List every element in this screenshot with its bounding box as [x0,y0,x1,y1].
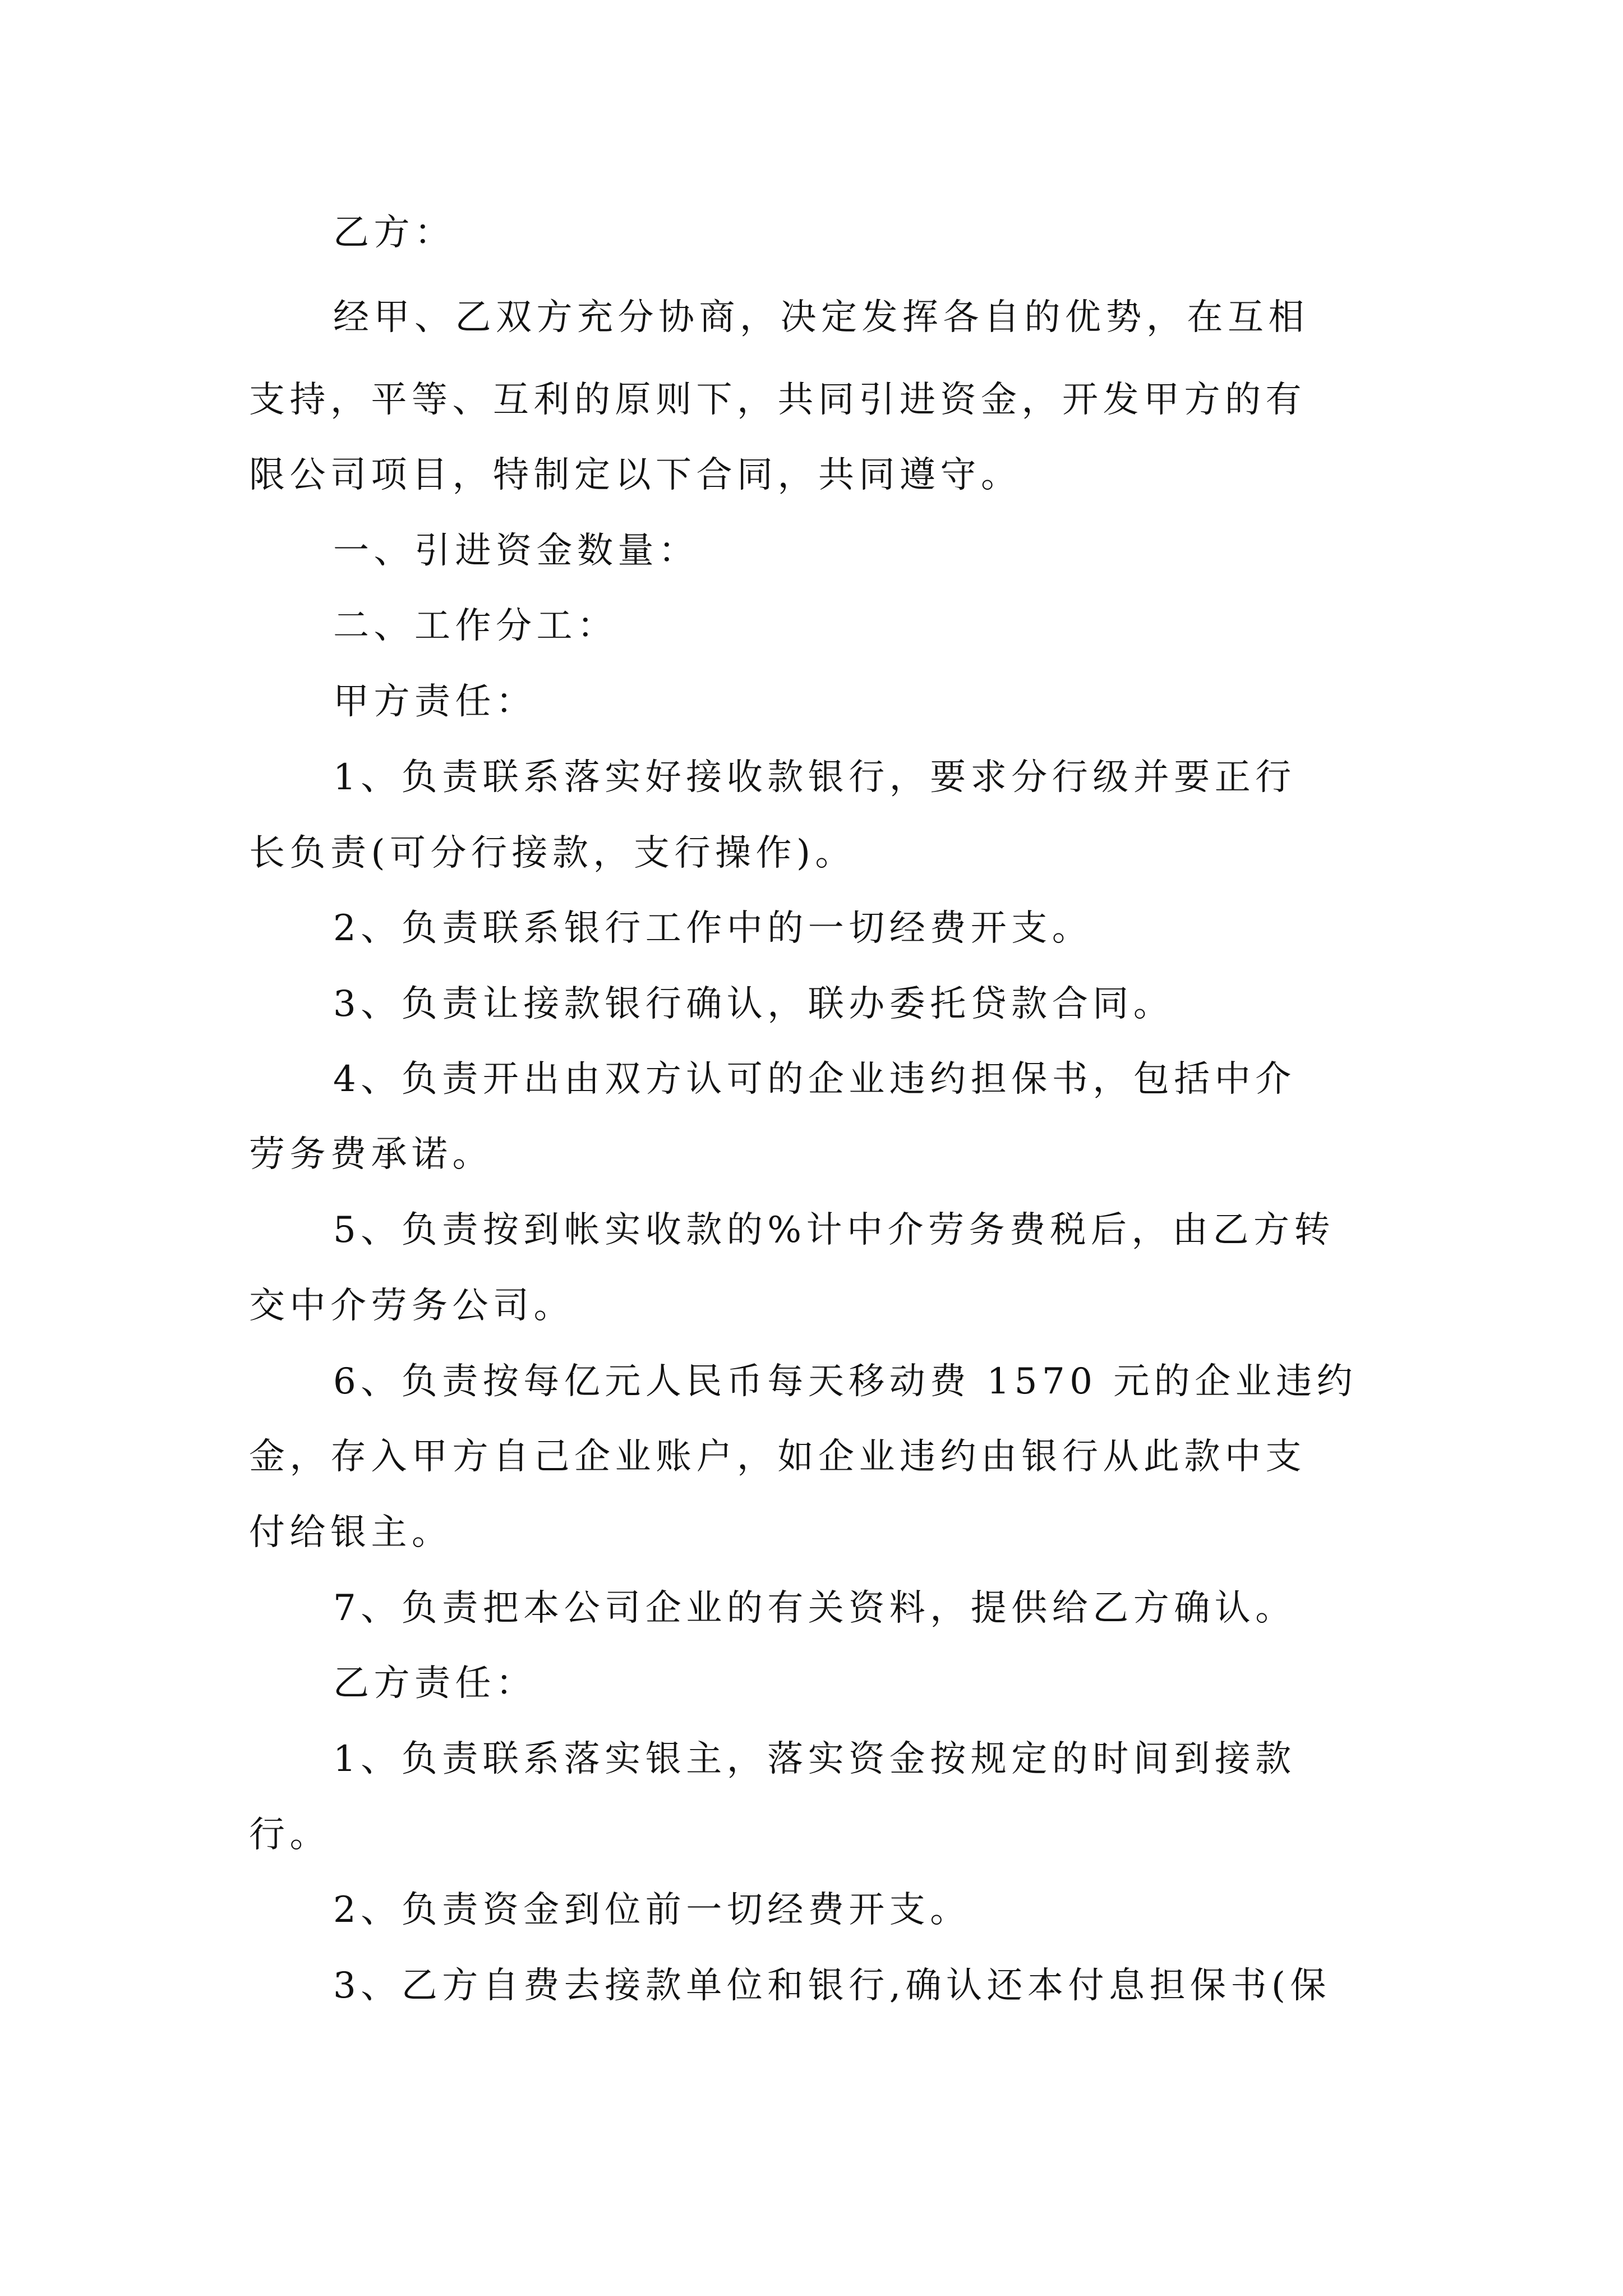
list-item-line: 劳务费承诺。 [249,1134,493,1175]
party-a-responsibility-heading: 甲方责任： [333,681,537,723]
list-item-line: 2、负责资金到位前一切经费开支。 [333,1889,971,1931]
party-b-heading: 乙方： [333,212,455,254]
list-item-line: 1、负责联系落实银主，落实资金按规定的时间到接款 [333,1738,1296,1780]
list-item-line: 交中介劳务公司。 [249,1285,574,1327]
list-item-line: 1、负责联系落实好接收款银行，要求分行级并要正行 [333,757,1296,798]
list-item-line: 7、负责把本公司企业的有关资料，提供给乙方确认。 [333,1588,1296,1629]
list-item-line: 3、乙方自费去接款单位和银行,确认还本付息担保书(保 [333,1965,1331,2007]
list-item-line: 3、负责让接款银行确认，联办委托贷款合同。 [333,983,1174,1025]
list-item-line: 4、负责开出由双方认可的企业违约担保书，包括中介 [333,1059,1296,1100]
section-heading: 一、引进资金数量： [333,530,699,572]
paragraph-line: 经甲、乙双方充分协商，决定发挥各自的优势，在互相 [333,297,1309,338]
party-b-responsibility-heading: 乙方责任： [333,1663,537,1704]
list-item-line: 金，存入甲方自己企业账户，如企业违约由银行从此款中支 [249,1436,1306,1478]
paragraph-line: 支持，平等、互利的原则下，共同引进资金，开发甲方的有 [249,379,1306,421]
list-item-line: 行。 [249,1814,330,1856]
paragraph-line: 限公司项目，特制定以下合同，共同遵守。 [249,454,1022,496]
list-item-line: 付给银主。 [249,1512,453,1553]
section-heading: 二、工作分工： [333,605,618,647]
list-item-line: 2、负责联系银行工作中的一切经费开支。 [333,908,1093,949]
list-item-line: 长负责(可分行接款，支行操作)。 [249,832,856,874]
list-item-line: 6、负责按每亿元人民币每天移动费 1570 元的企业违约 [333,1361,1358,1402]
list-item-line: 5、负责按到帐实收款的%计中介劳务费税后，由乙方转 [333,1209,1335,1251]
